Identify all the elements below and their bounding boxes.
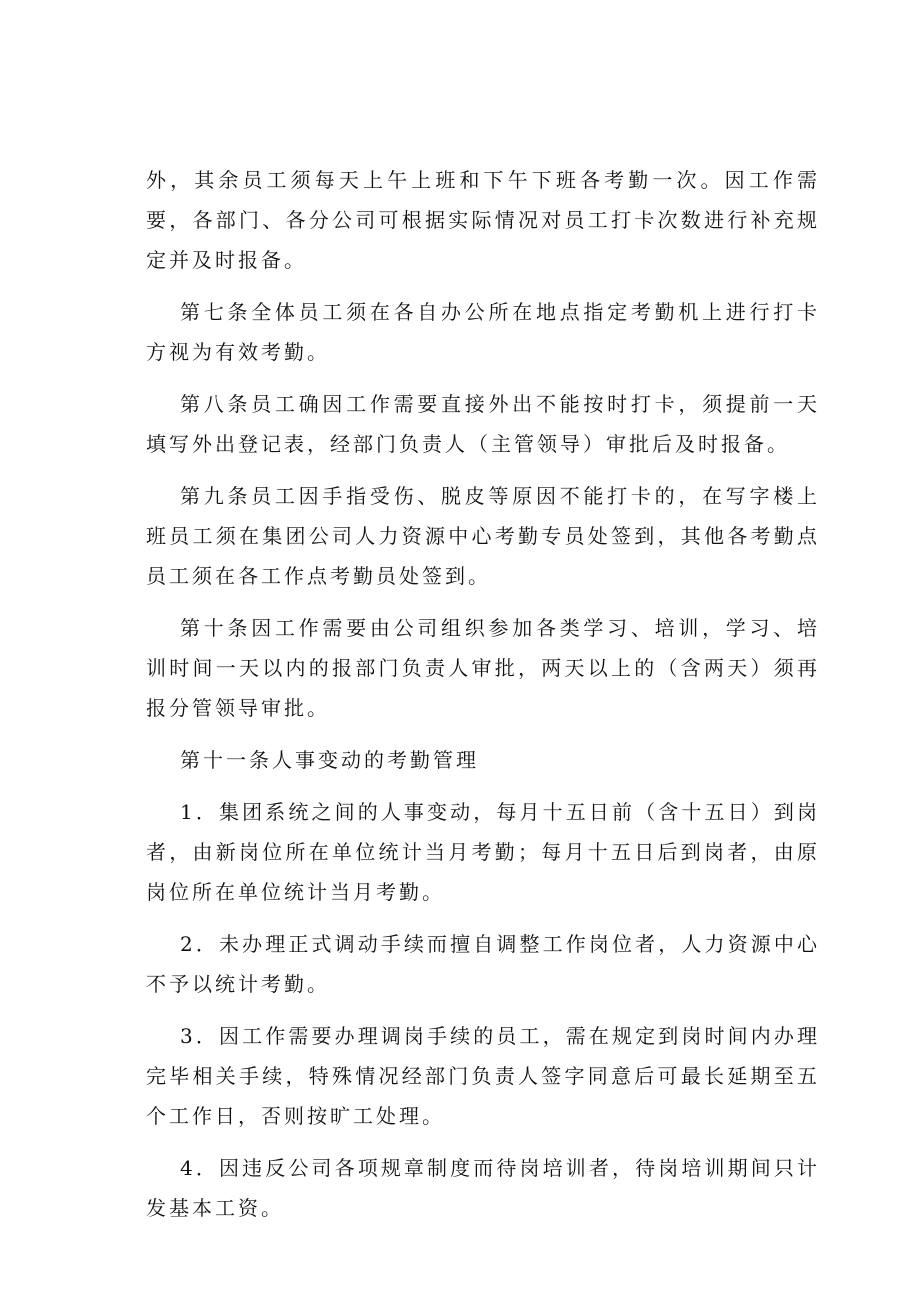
paragraph-item-3: 3．因工作需要办理调岗手续的员工，需在规定到岗时间内办理完毕相关手续，特殊情况经部门负责人签字同意后可最长延期至五个工作日，否则按旷工处理。 <box>146 1024 820 1128</box>
paragraph-article-8: 第八条员工确因工作需要直接外出不能按时打卡，须提前一天填写外出登记表，经部门负责人（主管领导）审批后及时报备。 <box>146 392 820 456</box>
paragraph-continuation: 外，其余员工须每天上午上班和下午下班各考勤一次。因工作需要，各部门、各分公司可根据实际情况对员工打卡次数进行补充规定并及时报备。 <box>146 168 820 272</box>
paragraph-item-2: 2．未办理正式调动手续而擅自调整工作岗位者，人力资源中心不予以统计考勤。 <box>146 932 820 996</box>
paragraph-article-9: 第九条员工因手指受伤、脱皮等原因不能打卡的，在写字楼上班员工须在集团公司人力资源中心考勤专员处签到，其他各考勤点员工须在各工作点考勤员处签到。 <box>146 484 820 588</box>
paragraph-article-10: 第十条因工作需要由公司组织参加各类学习、培训，学习、培训时间一天以内的报部门负责人审批，两天以上的（含两天）须再报分管领导审批。 <box>146 616 820 720</box>
paragraph-item-1: 1．集团系统之间的人事变动，每月十五日前（含十五日）到岗者，由新岗位所在单位统计当月考勤；每月十五日后到岗者，由原岗位所在单位统计当月考勤。 <box>146 800 820 904</box>
paragraph-article-11-heading: 第十一条人事变动的考勤管理 <box>180 748 479 772</box>
paragraph-item-4: 4．因违反公司各项规章制度而待岗培训者，待岗培训期间只计发基本工资。 <box>146 1156 820 1220</box>
paragraph-article-7: 第七条全体员工须在各自办公所在地点指定考勤机上进行打卡方视为有效考勤。 <box>146 300 820 364</box>
